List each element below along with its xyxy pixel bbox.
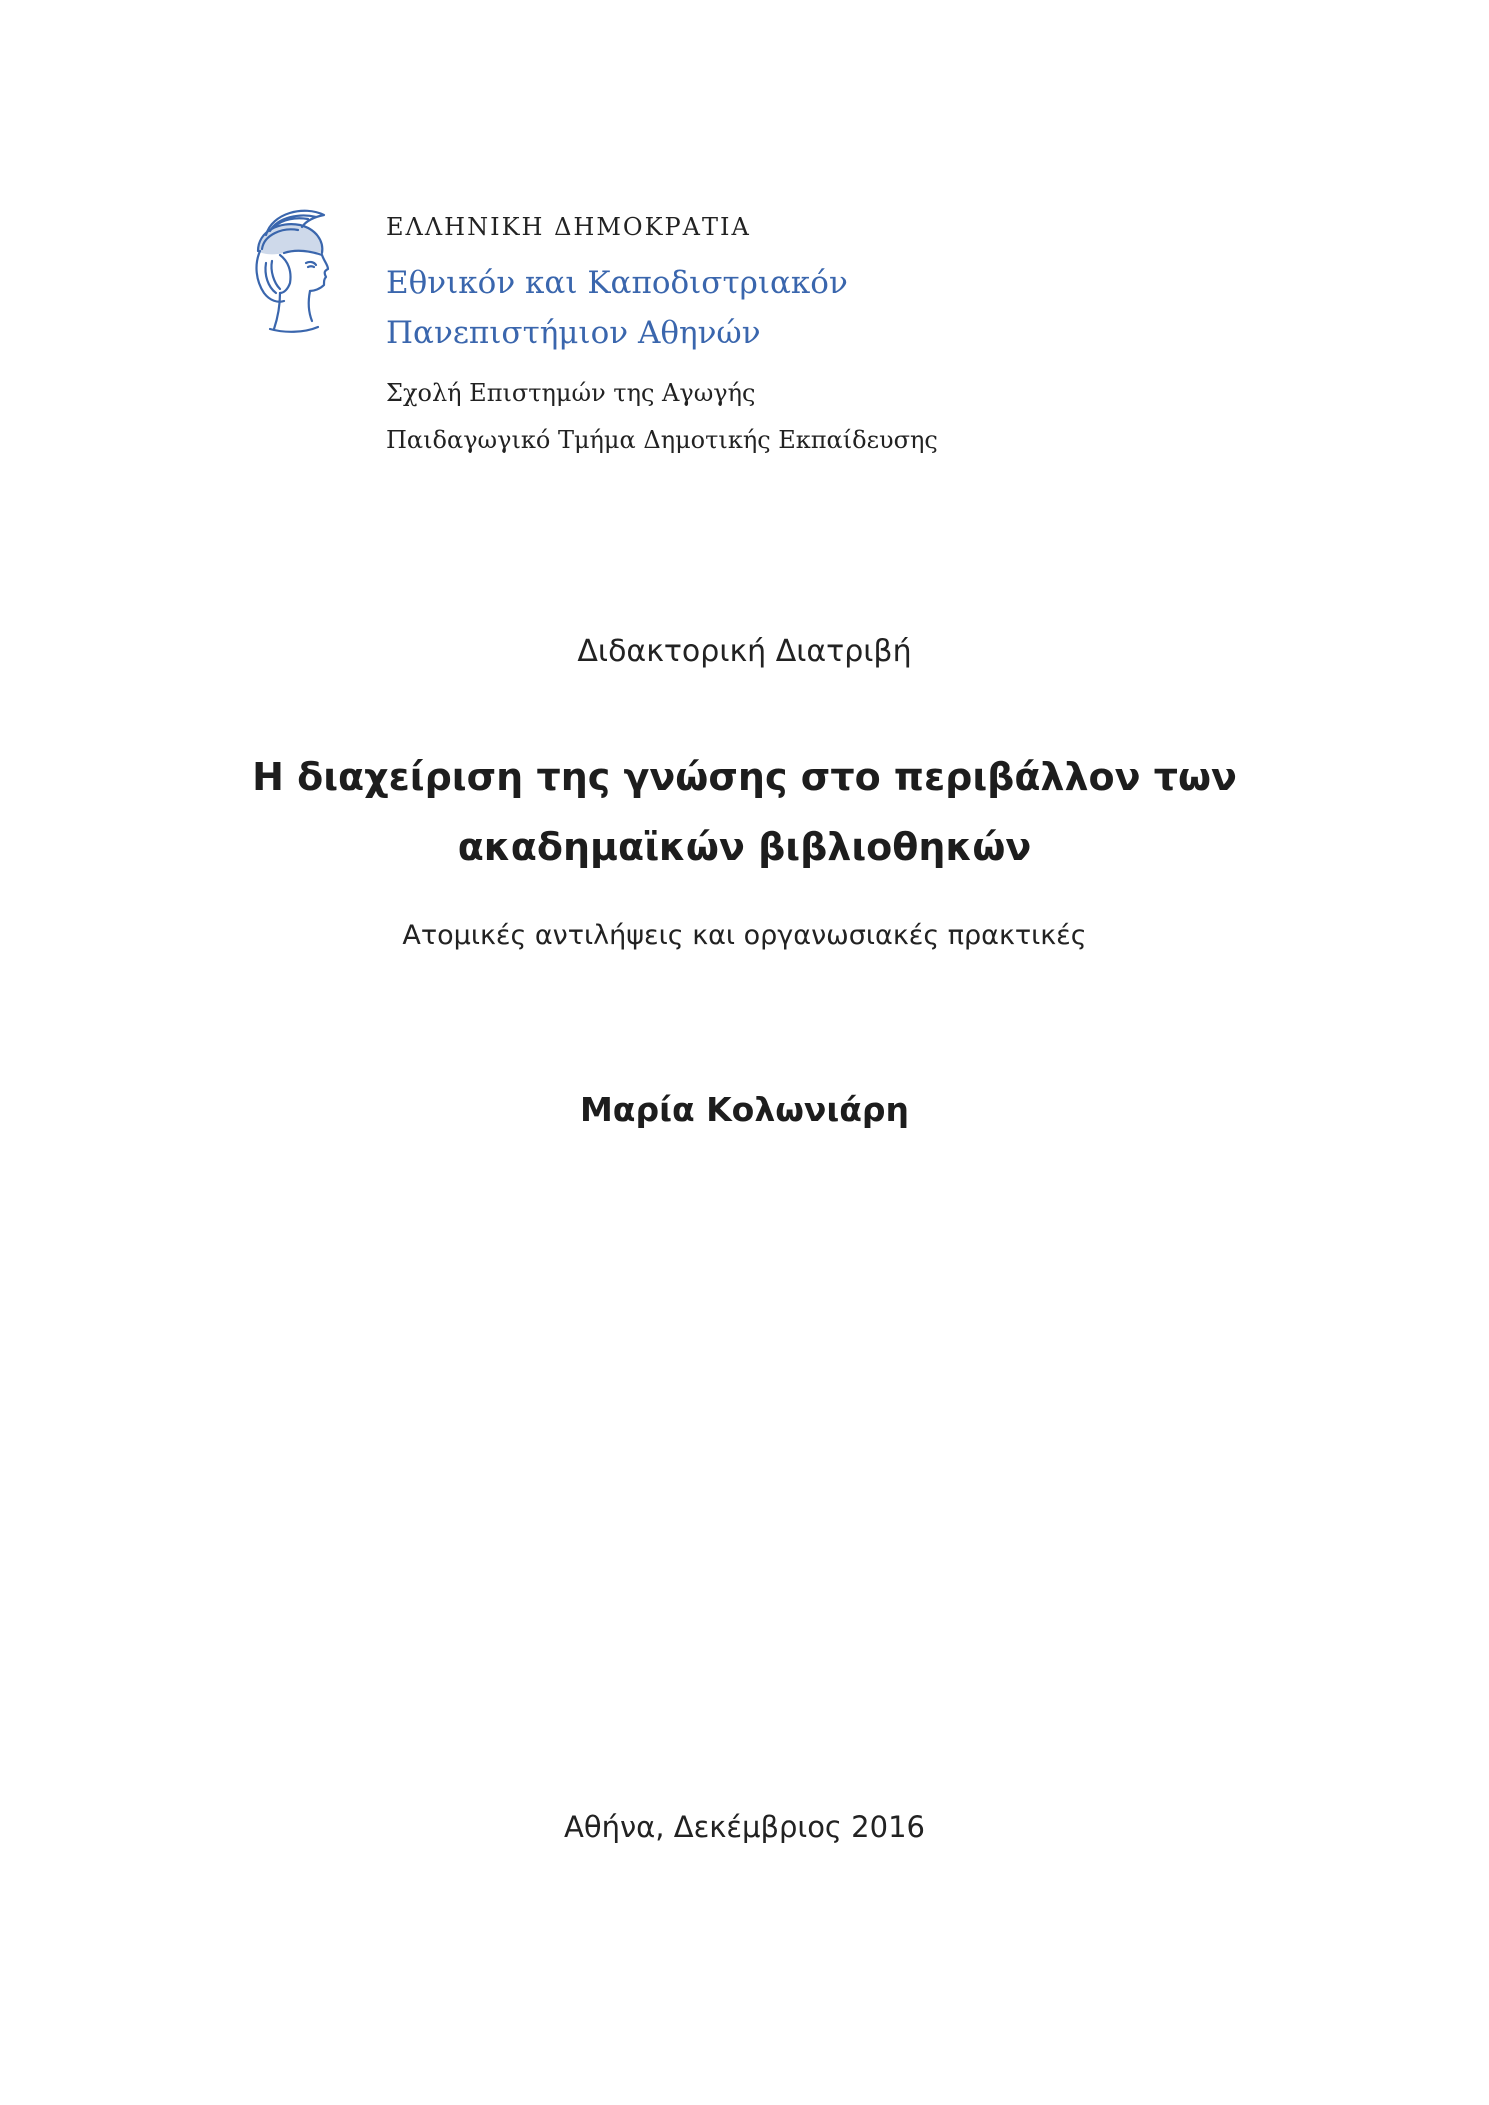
department-name: Παιδαγωγικό Τμήμα Δημοτικής Εκπαίδευσης [386, 426, 938, 454]
thesis-title-line1: Η διαχείριση της γνώσης στο περιβάλλον των [252, 755, 1237, 799]
document-type: Διδακτορική Διατριβή [577, 634, 912, 669]
university-name-line1: Εθνικόν και Καποδιστριακόν [386, 265, 848, 301]
thesis-subtitle: Ατομικές αντιλήψεις και οργανωσιακές πρακτικές [402, 920, 1087, 951]
republic-label: ΕΛΛΗΝΙΚΗ ΔΗΜΟΚΡΑΤΙΑ [386, 213, 751, 241]
school-name: Σχολή Επιστημών της Αγωγής [386, 379, 756, 407]
athena-head-logo [244, 205, 336, 335]
thesis-title-line2: ακαδημαϊκών βιβλιοθηκών [457, 825, 1032, 869]
place-and-date: Αθήνα, Δεκέμβριος 2016 [564, 1810, 925, 1844]
author-name: Μαρία Κολωνιάρη [579, 1090, 910, 1129]
university-name-line2: Πανεπιστήμιον Αθηνών [386, 315, 761, 351]
institution-header [386, 210, 938, 464]
